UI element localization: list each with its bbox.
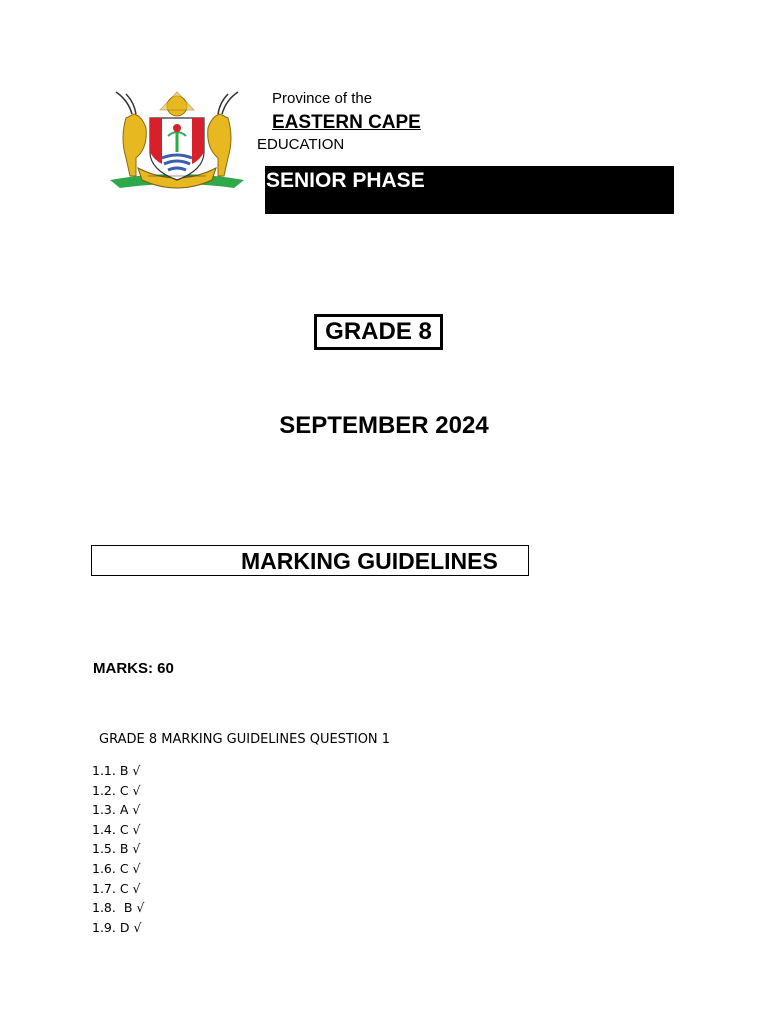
answer-row	[92, 820, 144, 840]
answer-list	[92, 761, 144, 937]
question-number: 1.1.	[92, 763, 116, 778]
question-number: 1.6.	[92, 860, 116, 876]
answer-row	[92, 781, 144, 801]
question-number: 1.8.	[92, 900, 116, 916]
answer-row	[92, 800, 144, 820]
answer-value: D √	[119, 919, 142, 935]
exam-date	[0, 412, 768, 440]
answer-value: C √	[119, 860, 141, 876]
answer-row	[92, 761, 144, 781]
answer-value: C √	[119, 880, 141, 896]
question-heading: GRADE 8 MARKING GUIDELINES QUESTION 1	[99, 732, 391, 747]
answer-value: A √	[119, 802, 141, 818]
answer-value: B √	[119, 841, 141, 857]
total-marks: MARKS: 60	[93, 660, 174, 677]
answer-row	[92, 898, 144, 918]
department-name: EDUCATION	[257, 136, 345, 153]
document-type-label: MARKING GUIDELINES	[241, 548, 498, 574]
province-line: Province of the	[272, 90, 373, 107]
question-number: 1.2.	[92, 782, 116, 798]
answer-value: C √	[119, 782, 141, 798]
question-number: 1.9.	[92, 919, 116, 935]
province-name: EASTERN CAPE	[272, 112, 421, 133]
question-number: 1.4.	[92, 821, 116, 837]
answer-row	[92, 879, 144, 899]
answer-value: B √	[119, 900, 145, 916]
answer-value: C √	[119, 821, 141, 837]
eastern-cape-coat-of-arms	[108, 88, 246, 200]
question-number: 1.3.	[92, 802, 116, 818]
question-number: 1.7.	[92, 880, 116, 896]
phase-label: SENIOR PHASE	[266, 169, 425, 192]
grade-label: GRADE 8	[314, 314, 443, 350]
document-type-box	[91, 545, 529, 576]
answer-row	[92, 918, 144, 938]
answer-row	[92, 859, 144, 879]
question-number: 1.5.	[92, 841, 116, 857]
answer-value: B √	[119, 763, 141, 778]
answer-row	[92, 839, 144, 859]
exam-date-text: SEPTEMBER 2024	[279, 412, 489, 439]
